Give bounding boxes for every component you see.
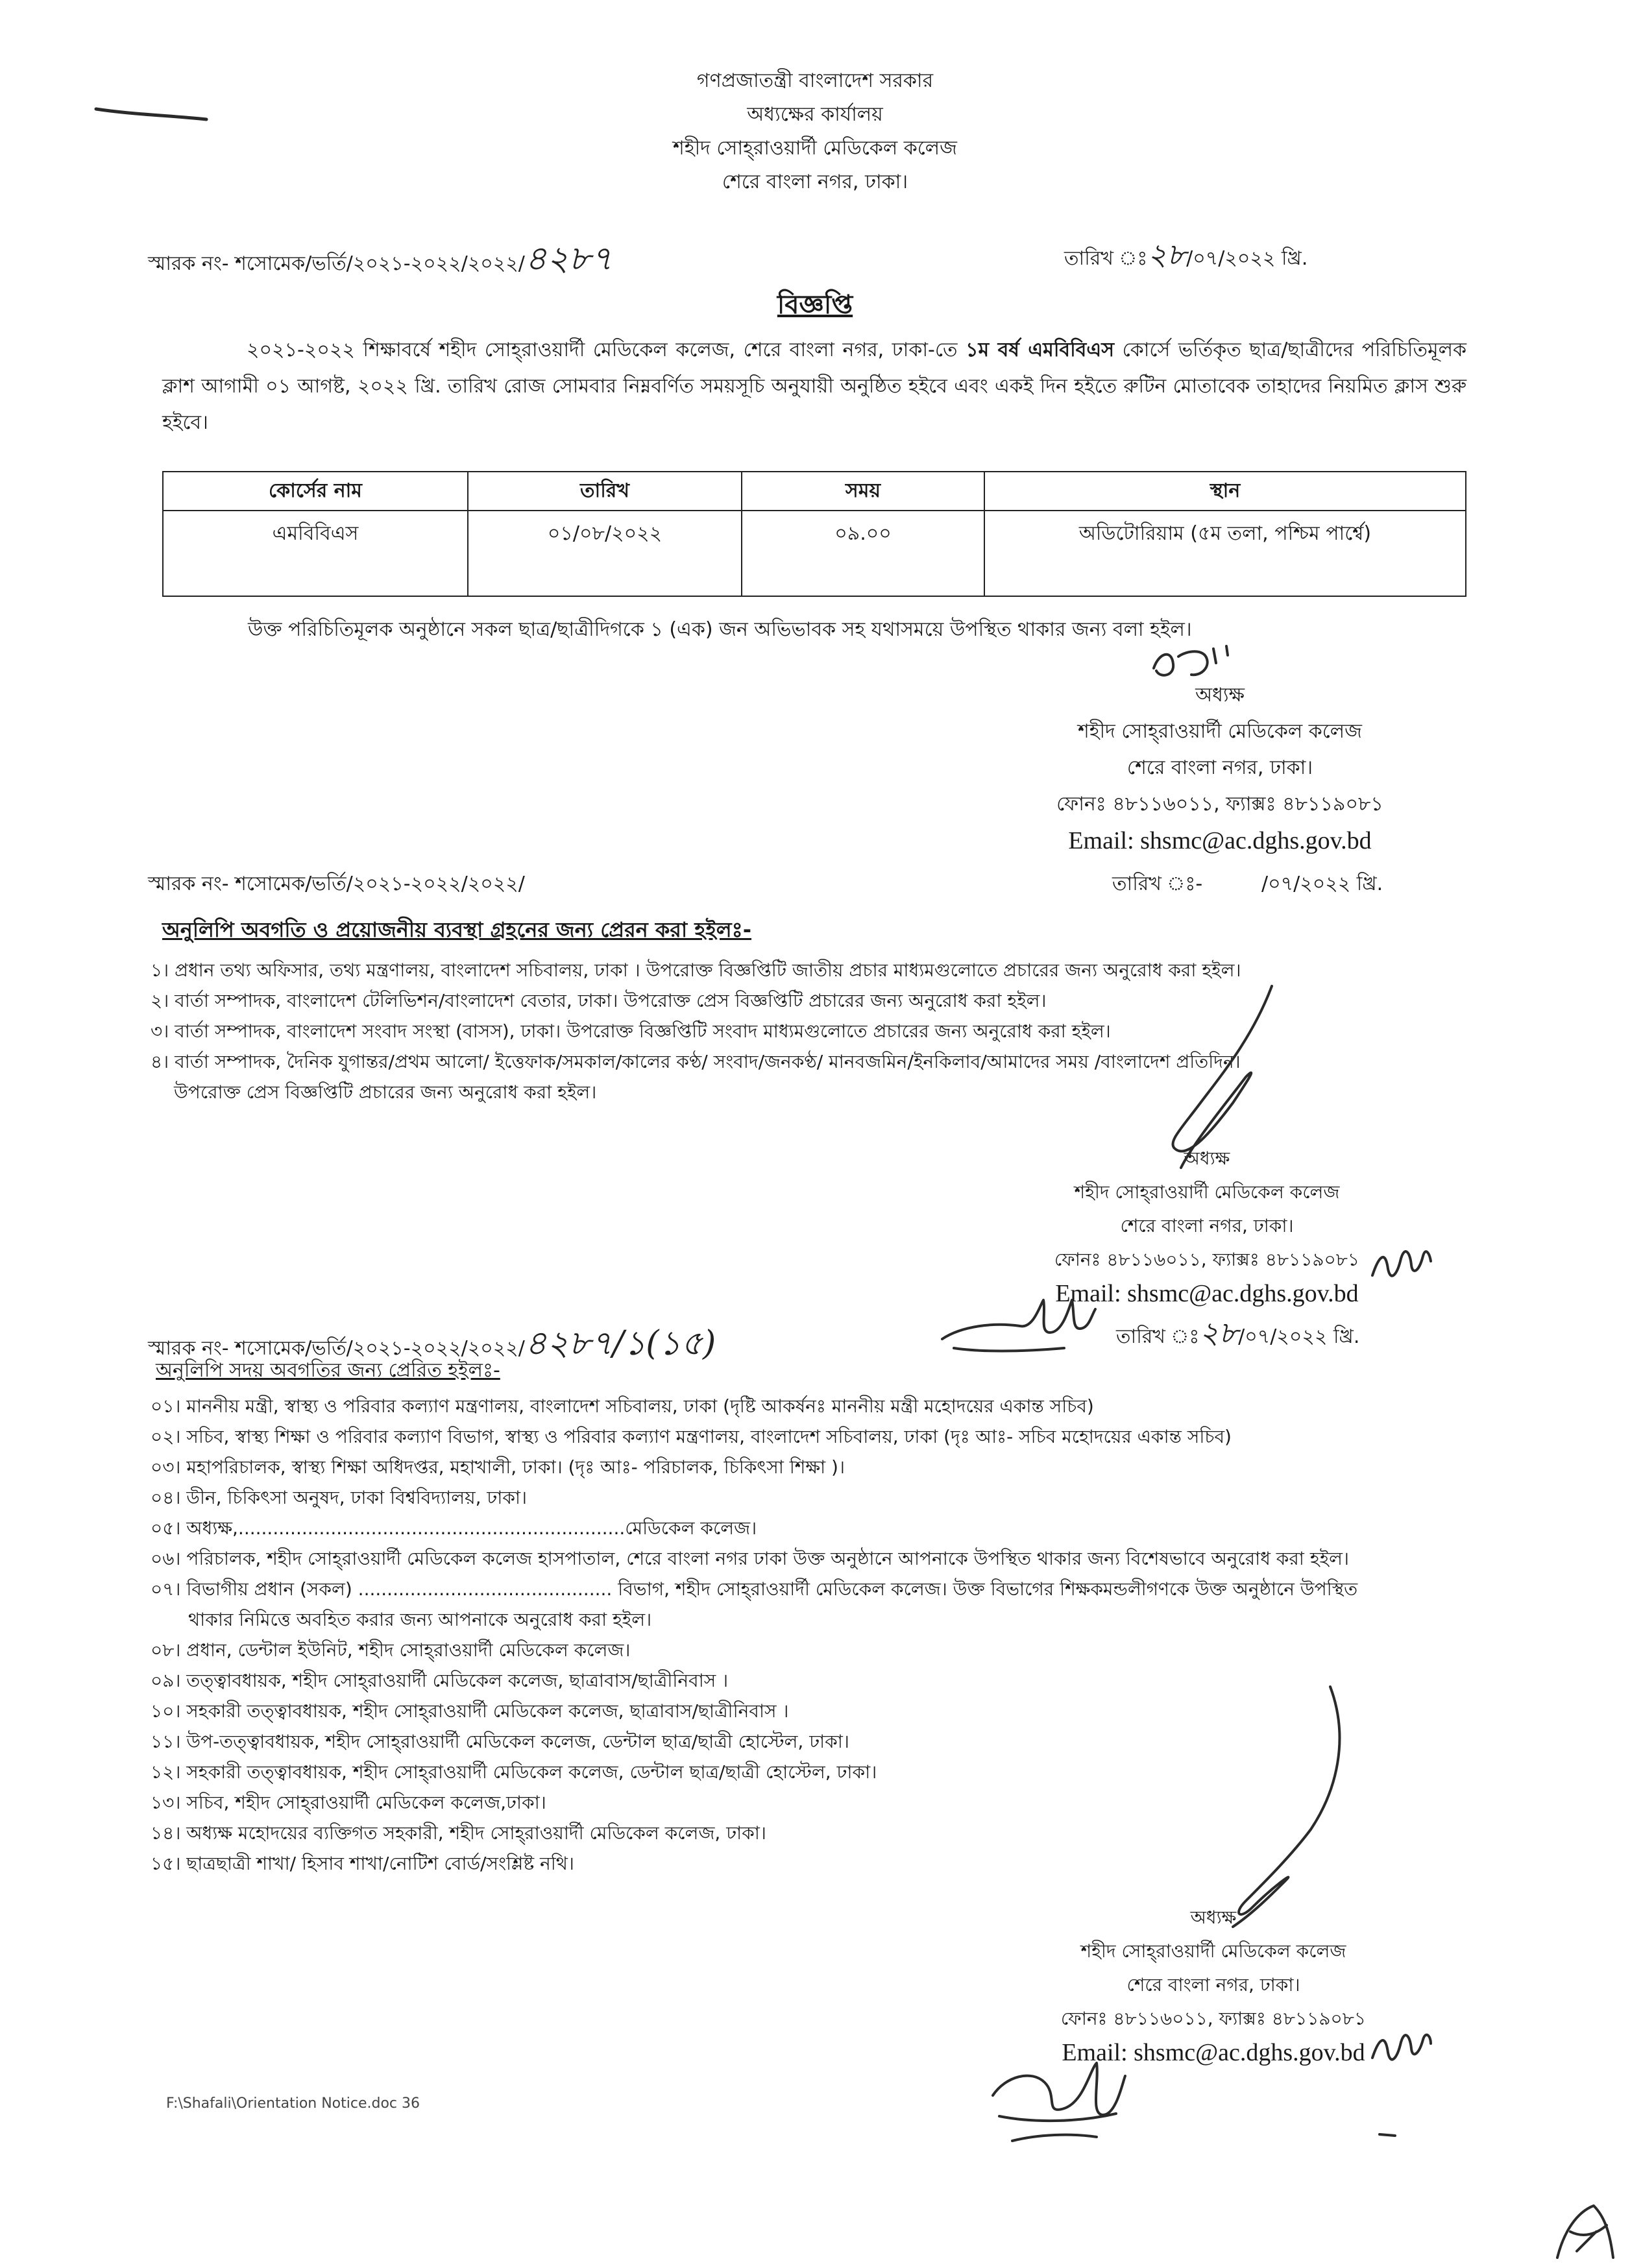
list-item: ৪। বার্তা সম্পাদক, দৈনিক যুগান্তর/প্রথম আলো/ ইত্তেফাক/সমকাল/কালের কণ্ঠ/ সংবাদ/জনকণ্ঠ/ মানবজমিন/ইনকিলাব/আমাদের সময় /বাংলাদেশ প্রতিদিন। [151,1051,1241,1072]
notice-title: বিজ্ঞপ্তি [777,290,853,320]
signatory-email: Email: shsmc@ac.dghs.gov.bd [1068,827,1372,854]
list-item: ০১। মাননীয় মন্ত্রী, স্বাস্থ্য ও পরিবার কল্যাণ মন্ত্রণালয়, বাংলাদেশ সচিবালয়, ঢাকা (দৃষ্টি আকর্ষনঃ মাননীয় মন্ত্রী মহোদয়ের একান্ত সচিব) [151,1395,1094,1417]
notice-text-bold: ১ম বর্ষ এমবিবিএস [966,339,1115,361]
list-item: ১১। উপ-তত্ত্বাবধায়ক, শহীদ সোহ্‌রাওয়ার্দী মেডিকেল কলেজ, ডেন্টাল ছাত্র/ছাত্রী হোস্টেল, ঢাকা। [151,1731,849,1752]
notice-text-a: ২০২১-২০২২ শিক্ষাবর্ষে শহীদ সোহ্‌রাওয়ার্দী মেডিকেল কলেজ, শেরে বাংলা নগর, ঢাকা-তে [247,339,966,361]
memo3-ref-printed: স্মারক নং- শসোমেক/ভর্তি/২০২১-২০২২/২০২২/ [148,1337,525,1360]
memo3-ref-handwritten: ৪২৮৭/১(১৫) [524,1324,716,1363]
list-item: ১০। সহকারী তত্ত্বাবধায়ক, শহীদ সোহ্‌রাওয়ার্দী মেডিকেল কলেজ, ছাত্রাবাস/ছাত্রীনিবাস । [151,1700,789,1722]
copy2-heading: অনুলিপি সদয় অবগতির জন্য প্রেরিত হইলঃ- [156,1359,500,1382]
signatory-phone: ফোনঃ ৪৮১১৬০১১, ফ্যাক্সঃ ৪৮১১৯০৮১ [1054,1249,1360,1270]
list-item: ৩। বার্তা সম্পাদক, বাংলাদেশ সংবাদ সংস্থা (বাসস), ঢাকা। উপরোক্ত বিজ্ঞপ্তিটি সংবাদ মাধ্যমগুলোতে প্রচারের জন্য অনুরোধ করা হইল। [151,1020,1111,1042]
list-item: ১৩। সচিব, শহীদ সোহ্‌রাওয়ার্দী মেডিকেল কলেজ,ঢাকা। [151,1792,546,1813]
schedule-cell-time: ০৯.০০ [742,511,984,596]
list-item: ০৫। অধ্যক্ষ,...................................................................মেডিকেল কলেজ। [151,1517,757,1539]
list-item: ১৪। অধ্যক্ষ মহোদয়ের ব্যক্তিগত সহকারী, শহীদ সোহ্‌রাওয়ার্দী মেডিকেল কলেজ, ঢাকা। [151,1822,766,1844]
list-item: ১৫। ছাত্রছাত্রী শাখা/ হিসাব শাখা/নোটিশ বোর্ড/সংশ্লিষ্ট নথি। [151,1853,574,1874]
schedule-header-venue: স্থান [984,472,1466,511]
signatory-title: অধ্যক্ষ [1190,1907,1237,1928]
copy1-list [151,955,1241,1107]
memo1-date-handwritten: ২৮ [1147,237,1187,272]
signature-block-1 [980,677,1460,859]
memo3-date-handwritten: ২৮ [1199,1315,1239,1350]
college-name: শহীদ সোহ্‌রাওয়ার্দী মেডিকেল কলেজ [672,137,958,160]
list-item: ১২। সহকারী তত্ত্বাবধায়ক, শহীদ সোহ্‌রাওয়ার্দী মেডিকেল কলেজ, ডেন্টাল ছাত্র/ছাত্রী হোস্টেল, ঢাকা। [151,1761,877,1783]
memo1-ref-handwritten: ৪২৮৭ [524,239,613,278]
memo3-date-label: তারিখ ঃ [1116,1325,1200,1348]
scan-mark [1380,2134,1395,2136]
memo1-ref [148,232,613,289]
schedule-header-time: সময় [742,472,984,511]
college-address: শেরে বাংলা নগর, ঢাকা। [722,171,908,193]
memo3-date-rest: /০৭/২০২২ খ্রি. [1238,1325,1360,1348]
schedule-header-row [163,472,1466,511]
list-item: ০৪। ডীন, চিকিৎসা অনুষদ, ঢাকা বিশ্ববিদ্যালয়, ঢাকা। [151,1487,528,1508]
signatory-address: শেরে বাংলা নগর, ঢাকা। [1126,756,1313,779]
memo1-ref-printed: স্মারক নং- শসোমেক/ভর্তি/২০২১-২০২২/২০২২/ [148,252,525,275]
signatory-address: শেরে বাংলা নগর, ঢাকা। [1126,1974,1300,1996]
list-item: ০৭। বিভাগীয় প্রধান (সকল) ............................................ বিভাগ, শহীদ সোহ্‌রাওয়ার্দী মেডিকেল কলেজ। উক্ত বিভাগের শিক্ষকমন্ডলীগণকে উক্ত অনুষ্ঠানে উপস্থিত [151,1578,1358,1600]
list-item: ১। প্রধান তথ্য অফিসার, তথ্য মন্ত্রণালয়, বাংলাদেশ সচিবালয়, ঢাকা । উপরোক্ত বিজ্ঞপ্তিটি জাতীয় প্রচার মাধ্যমগুলোতে প্রচারের জন্য অনুরোধ করা হইল। [151,959,1241,981]
memo1-date-rest: /০৭/২০২২ খ্রি. [1186,247,1308,270]
signatory-email: Email: shsmc@ac.dghs.gov.bd [1062,2039,1365,2066]
signatory-title: অধ্যক্ষ [1184,1148,1230,1169]
memo2-date-rest: /০৭/২০২২ খ্রি. [1261,873,1383,895]
memo2-ref: স্মারক নং- শসোমেক/ভর্তি/২০২১-২০২২/২০২২/ [148,873,525,895]
schedule-cell-date: ০১/০৮/২০২২ [468,511,742,596]
memo1-date-label: তারিখ ঃ [1064,247,1148,270]
list-item: ০২। সচিব, স্বাস্থ্য শিক্ষা ও পরিবার কল্যাণ বিভাগ, স্বাস্থ্য ও পরিবার কল্যাণ মন্ত্রণালয়, বাংলাদেশ সচিবালয়, ঢাকা (দৃঃ আঃ- সচিব মহোদয়ের একান্ত সচিব) [151,1426,1232,1447]
list-item: ০৩। মহাপরিচালক, স্বাস্থ্য শিক্ষা অধিদপ্তর, মহাখালী, ঢাকা। (দৃঃ আঃ- পরিচালক, চিকিৎসা শিক্ষা )। [151,1456,845,1478]
corner-stamp-icon [1557,2206,1613,2258]
signatory-address: শেরে বাংলা নগর, ঢাকা। [1120,1215,1294,1237]
signature-initials-1 [1154,646,1228,675]
signature-block-2 [986,1142,1428,1310]
schedule-header-date: তারিখ [468,472,742,511]
list-item: ০৮। প্রধান, ডেন্টাল ইউনিট, শহীদ সোহ্‌রাওয়ার্দী মেডিকেল কলেজ। [151,1639,631,1661]
signatory-email: Email: shsmc@ac.dghs.gov.bd [1055,1280,1359,1307]
schedule-cell-venue: অডিটোরিয়াম (৫ম তলা, পশ্চিম পার্শ্বে) [984,511,1466,596]
list-item: ০৬। পরিচালক, শহীদ সোহ্‌রাওয়ার্দী মেডিকেল কলেজ হাসপাতাল, শেরে বাংলা নগর ঢাকা উক্ত অনুষ্ঠানে আপনাকে উপস্থিত থাকার জন্য বিশেষভাবে অনুরোধ করা হইল। [151,1548,1349,1569]
memo2-date-label: তারিখ ঃ- [1112,873,1203,895]
memo3-date [1116,1310,1359,1360]
signatory-title: অধ্যক্ষ [1195,684,1245,706]
copy1-heading: অনুলিপি অবগতি ও প্রয়োজনীয় ব্যবস্থা গ্রহনের জন্য প্রেরন করা হইলঃ- [162,917,751,942]
schedule-cell-course: এমবিবিএস [163,511,468,596]
schedule-header-course: কোর্সের নাম [163,472,468,511]
schedule-table [162,471,1466,597]
table-row [163,511,1466,596]
signatory-phone: ফোনঃ ৪৮১১৬০১১, ফ্যাক্সঃ ৪৮১১৯০৮১ [1060,2008,1367,2029]
list-item: উপরোক্ত প্রেস বিজ্ঞপ্তিটি প্রচারের জন্য অনুরোধ করা হইল। [174,1081,597,1103]
signatory-college: শহীদ সোহ্‌রাওয়ার্দী মেডিকেল কলেজ [1080,1940,1346,1962]
notice-text-b: কোর্সে ভর্তিকৃত ছাত্র/ছাত্রীদের পরিচিতিমূলক ক্লাশ আগামী ০১ আগষ্ট, ২০২২ খ্রি. তারিখ রোজ সোমবার নিম্নবর্ণিত সময়সূচি অনুযায়ী অনুষ্ঠিত হইবে এবং একই দিন হইতে রুটিন মোতাবেক তাহাদের নিয়মিত ক্লাস শুরু হইবে। [162,339,1467,434]
list-item: থাকার নিমিত্তে অবহিত করার জন্য আপনাকে অনুরোধ করা হইল। [188,1609,652,1630]
guardian-note: উক্ত পরিচিতিমূলক অনুষ্ঠানে সকল ছাত্র/ছাত্রীদিগকে ১ (এক) জন অভিভাবক সহ যথাসময়ে উপস্থিত থাকার জন্য বলা হইল। [248,618,1192,641]
notice-paragraph [162,332,1466,441]
signatory-college: শহীদ সোহ্‌রাওয়ার্দী মেডিকেল কলেজ [1077,720,1363,743]
signature-bottom-left [993,2063,1125,2141]
footer-file-path: F:\Shafali\Orientation Notice.doc 36 [166,2095,420,2112]
gov-name: গণপ্রজাতন্ত্রী বাংলাদেশ সরকার [696,69,934,92]
memo1-date [1064,232,1308,282]
list-item: ০৯। তত্ত্বাবধায়ক, শহীদ সোহ্‌রাওয়ার্দী মেডিকেল কলেজ, ছাত্রাবাস/ছাত্রীনিবাস । [151,1670,729,1691]
signatory-phone: ফোনঃ ৪৮১১৬০১১, ফ্যাক্সঃ ৪৮১১৯০৮১ [1056,793,1383,815]
signatory-college: শহীদ সোহ্‌রাওয়ার্দী মেডিকেল কলেজ [1074,1181,1340,1203]
list-item: ২। বার্তা সম্পাদক, বাংলাদেশ টেলিভিশন/বাংলাদেশ বেতার, ঢাকা। উপরোক্ত প্রেস বিজ্ঞপ্তিটি প্রচারের জন্য অনুরোধ করা হইল। [151,990,1047,1011]
copy2-list [151,1391,1357,1879]
signature-block-3 [993,1901,1434,2069]
office-name: অধ্যক্ষের কার্যালয় [747,103,883,126]
